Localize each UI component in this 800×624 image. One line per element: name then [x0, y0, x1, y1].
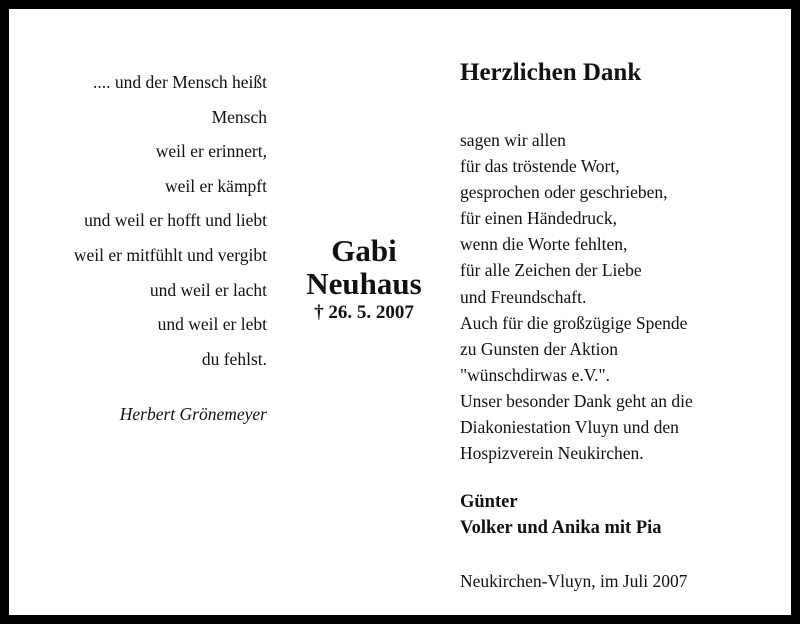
death-date: † 26. 5. 2007	[314, 302, 414, 323]
thanks-line: Diakoniestation Vluyn und den	[460, 417, 679, 438]
poem-line: Mensch	[211, 106, 267, 127]
signer-line: Volker und Anika mit Pia	[460, 518, 662, 538]
poem-line: und weil er lebt	[157, 314, 267, 335]
poem-line: weil er kämpft	[164, 175, 267, 196]
thanks-line: "wünschdirwas e.V.".	[460, 364, 611, 385]
thanks-line: Auch für die großzügige Spende	[460, 312, 688, 333]
thanks-body	[460, 127, 693, 466]
place-date: Neukirchen-Vluyn, im Juli 2007	[460, 571, 688, 591]
signers	[460, 489, 662, 541]
poem-line: weil er mitfühlt und vergibt	[73, 244, 267, 265]
thanks-line: sagen wir allen	[460, 130, 566, 150]
thanks-line: und Freundschaft.	[460, 286, 587, 307]
poem-author: Herbert Grönemeyer	[119, 404, 267, 424]
signer-line: Günter	[460, 492, 518, 512]
thanks-line: wenn die Worte fehlten,	[460, 234, 628, 255]
deceased-name-block	[279, 234, 449, 324]
poem-line: du fehlst.	[201, 348, 267, 369]
deceased-last-name: Neuhaus	[306, 266, 422, 301]
poem-line: und weil er lacht	[149, 279, 267, 300]
thanks-line: Unser besonder Dank geht an die	[460, 390, 693, 411]
thanks-line: zu Gunsten der Aktion	[460, 338, 618, 359]
thanks-line: für das tröstende Wort,	[460, 156, 620, 177]
poem-line: .... und der Mensch heißt	[93, 72, 267, 92]
poem-line: weil er erinnert,	[155, 141, 267, 162]
thanks-title: Herzlichen Dank	[460, 59, 642, 86]
poem-line: und weil er hofft und liebt	[84, 210, 267, 231]
thanks-line: gesprochen oder geschrieben,	[460, 182, 668, 203]
thanks-line: Hospizverein Neukirchen.	[460, 443, 644, 464]
thanks-line: für einen Händedruck,	[460, 208, 617, 229]
deceased-first-name: Gabi	[331, 233, 397, 268]
poem	[29, 65, 267, 376]
thanks-line: für alle Zeichen der Liebe	[460, 260, 642, 281]
